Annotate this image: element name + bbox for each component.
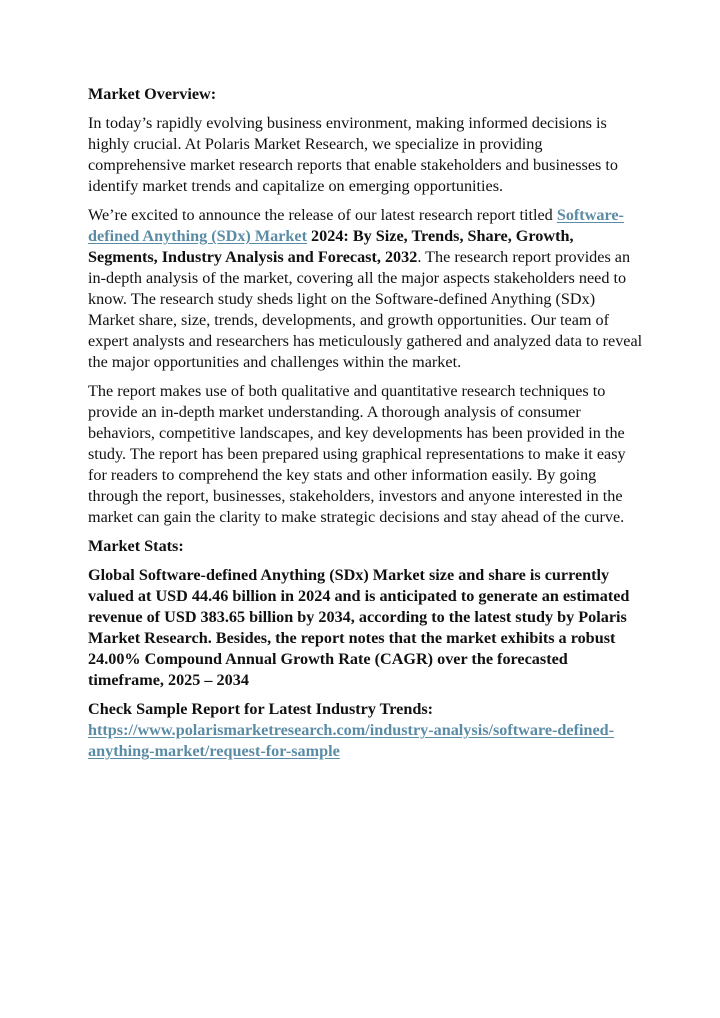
overview-paragraph-1: In today’s rapidly evolving business environment, making informed decisions is highly crucial. At Polaris Market Research, we specialize in providing comprehensive market research reports that enable stakeholders and businesses to identify market trends and capitalize on emerging opportunities. <box>88 114 618 195</box>
report-title-link[interactable]: Software-defined Anything (SDx) Market <box>88 206 624 245</box>
sample-report-paragraph <box>88 699 644 762</box>
market-stats-paragraph: Global Software-defined Anything (SDx) Market size and share is currently valued at USD 44.46 billion in 2024 and is anticipated to generate an estimated revenue of USD 383.65 billion by 2034, according to the latest study by Polaris Market Research. Besides, the report notes that the market exhibits a robust 24.00% Compound Annual Growth Rate (CAGR) over the forecasted timeframe, 2025 – 2034 <box>88 566 630 689</box>
overview-paragraph-3: The report makes use of both qualitative and quantitative research techniques to provide an in-depth market understanding. A thorough analysis of consumer behaviors, competitive landscapes, and key developments has been provided in the study. The report has been prepared using graphical representations to make it easy for readers to comprehend the key stats and other information easily. By going through the report, businesses, stakeholders, investors and anyone interested in the market can gain the clarity to make strategic decisions and stay ahead of the curve. <box>88 382 626 526</box>
document-page <box>88 84 644 770</box>
report-description-text: . The research report provides an in-depth analysis of the market, covering all the major aspects stakeholders need to know. The research study sheds light on the Software-defined Anything (SDx) Market share, size, trends, developments, and growth opportunities. Our team of expert analysts and researchers has meticulously gathered and analyzed data to reveal the major opportunities and challenges within the market. <box>88 248 643 371</box>
report-intro-text: We’re excited to announce the release of our latest research report titled <box>88 206 557 224</box>
overview-paragraph-2 <box>88 205 644 373</box>
market-overview-heading: Market Overview: <box>88 85 217 103</box>
market-stats-heading: Market Stats: <box>88 537 184 555</box>
sample-report-label: Check Sample Report for Latest Industry Trends: <box>88 700 434 718</box>
report-title-rest: 2024: By Size, Trends, Share, Growth, Segments, Industry Analysis and Forecast, 2032 <box>88 227 574 266</box>
sample-report-link[interactable]: https://www.polarismarketresearch.com/industry-analysis/software-defined-anything-market/request-for-sample <box>88 721 615 760</box>
